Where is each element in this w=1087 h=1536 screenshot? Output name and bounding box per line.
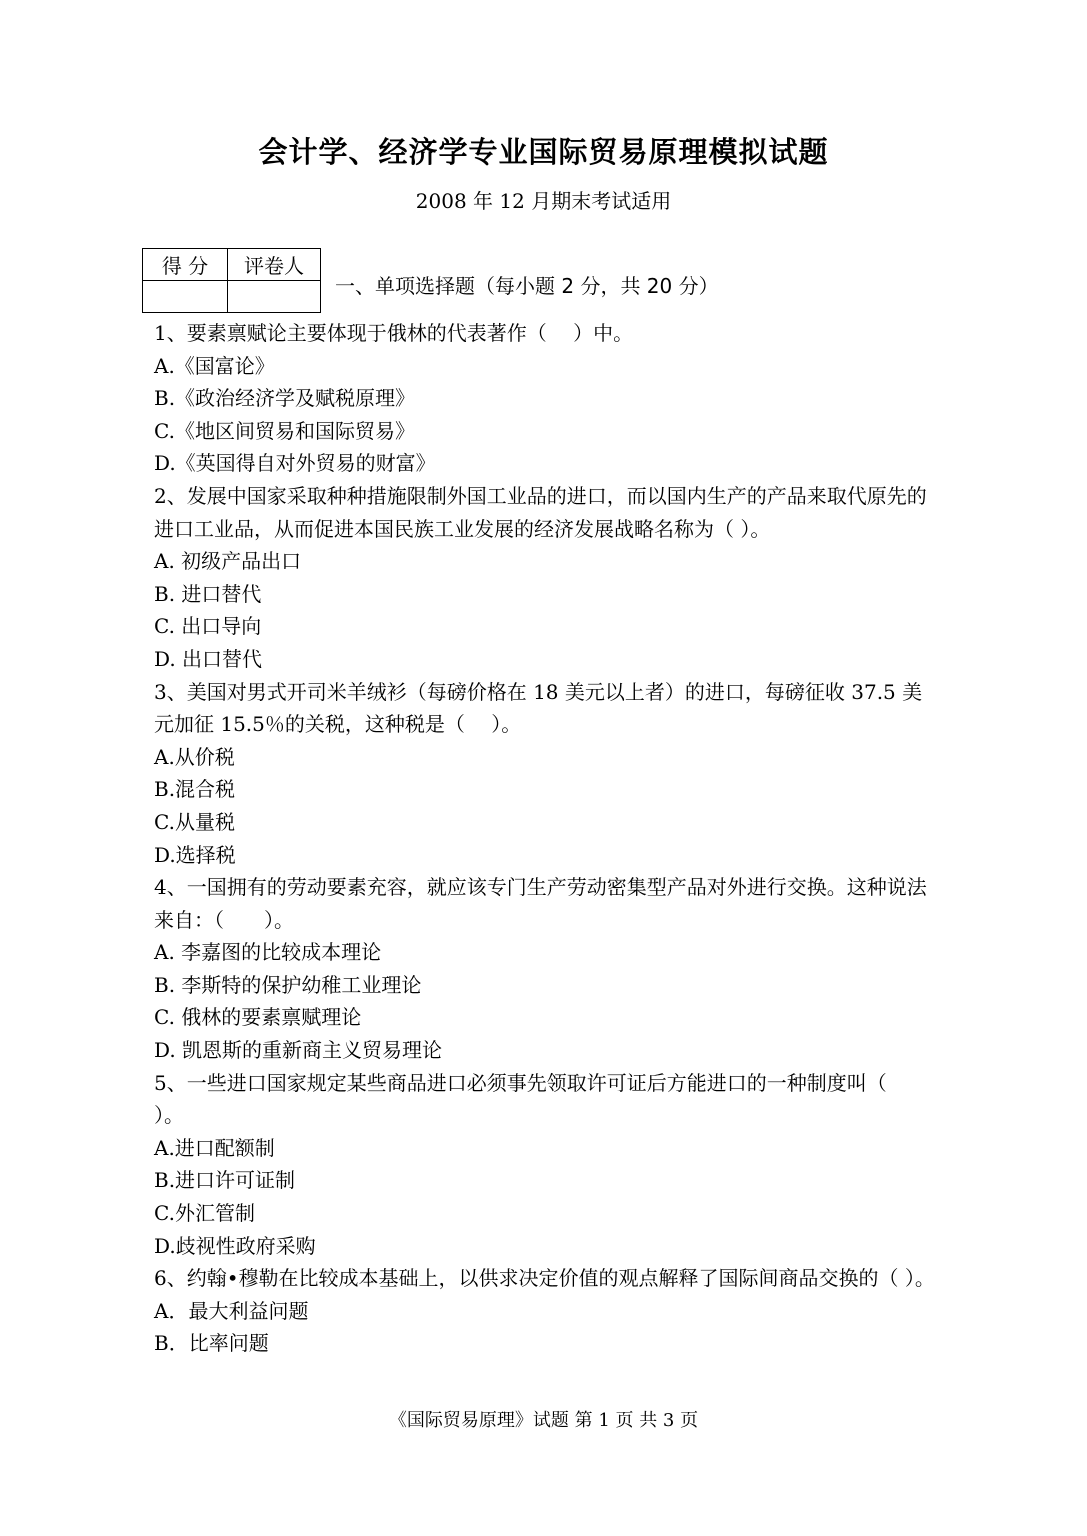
score-cell bbox=[143, 281, 228, 313]
question-stem: 1、要素禀赋论主要体现于俄林的代表著作（ ）中。 bbox=[154, 321, 634, 345]
option-a: A.从价税 bbox=[154, 744, 235, 769]
question-stem: 5、一些进口国家规定某些商品进口必须事先领取许可证后方能进口的一种制度叫（ ）。 bbox=[154, 1070, 914, 1128]
option-d: D. 出口替代 bbox=[154, 646, 263, 671]
option-c: C.外汇管制 bbox=[154, 1201, 255, 1226]
option-d: D.选择税 bbox=[154, 842, 236, 867]
option-c: C. 俄林的要素禀赋理论 bbox=[154, 1005, 362, 1030]
question-6 bbox=[154, 1262, 939, 1360]
section-heading: 一、单项选择题（每小题 2 分，共 20 分） bbox=[335, 274, 719, 298]
question-stem: 3、美国对男式开司米羊绒衫（每磅价格在 18 美元以上者）的进口，每磅征收 37.5 美元加征 15.5％的关税，这种税是（ ）。 bbox=[154, 679, 923, 737]
option-d: D. 凯恩斯的重新商主义贸易理论 bbox=[154, 1038, 443, 1063]
grader-label: 评卷人 bbox=[228, 249, 321, 281]
page-title: 会计学、经济学专业国际贸易原理模拟试题 bbox=[258, 135, 829, 169]
option-b: B.《政治经济学及赋税原理》 bbox=[154, 386, 416, 411]
question-stem: 6、约翰•穆勒在比较成本基础上，以供求决定价值的观点解释了国际间商品交换的（ ）。 bbox=[154, 1266, 935, 1291]
option-b: B. 进口替代 bbox=[154, 581, 262, 606]
score-table bbox=[142, 248, 321, 313]
question-5 bbox=[154, 1067, 939, 1263]
option-b: B．比率问题 bbox=[154, 1331, 269, 1356]
option-a: A. 初级产品出口 bbox=[154, 549, 302, 574]
page-subtitle: 2008 年 12 月期末考试适用 bbox=[415, 189, 672, 213]
option-d: D.《英国得自对外贸易的财富》 bbox=[154, 451, 436, 476]
option-b: B.混合税 bbox=[154, 777, 236, 802]
question-4 bbox=[154, 871, 939, 1067]
option-b: B. 李斯特的保护幼稚工业理论 bbox=[154, 972, 422, 997]
grader-cell bbox=[228, 281, 321, 313]
page-footer: 《国际贸易原理》试题 第 1 页 共 3 页 bbox=[388, 1410, 699, 1431]
question-1 bbox=[154, 317, 939, 480]
option-a: A．最大利益问题 bbox=[154, 1298, 309, 1323]
option-a: A. 李嘉图的比较成本理论 bbox=[154, 940, 382, 965]
option-b: B.进口许可证制 bbox=[154, 1168, 296, 1193]
question-2 bbox=[154, 480, 939, 676]
option-a: A.进口配额制 bbox=[154, 1135, 275, 1160]
option-c: C.从量税 bbox=[154, 809, 235, 834]
score-label: 得 分 bbox=[143, 249, 228, 281]
question-list bbox=[154, 317, 939, 1360]
option-c: C.《地区间贸易和国际贸易》 bbox=[154, 418, 415, 443]
question-stem: 4、一国拥有的劳动要素充容，就应该专门生产劳动密集型产品对外进行交换。这种说法来自：（ ）。 bbox=[154, 875, 927, 932]
option-d: D.歧视性政府采购 bbox=[154, 1233, 316, 1258]
option-c: C. 出口导向 bbox=[154, 614, 262, 639]
question-stem: 2、发展中国家采取种种措施限制外国工业品的进口，而以国内生产的产品来取代原先的进口工业品，从而促进本国民族工业发展的经济发展战略名称为（ ）。 bbox=[154, 483, 927, 541]
option-a: A.《国富论》 bbox=[154, 353, 275, 378]
question-3 bbox=[154, 676, 939, 872]
